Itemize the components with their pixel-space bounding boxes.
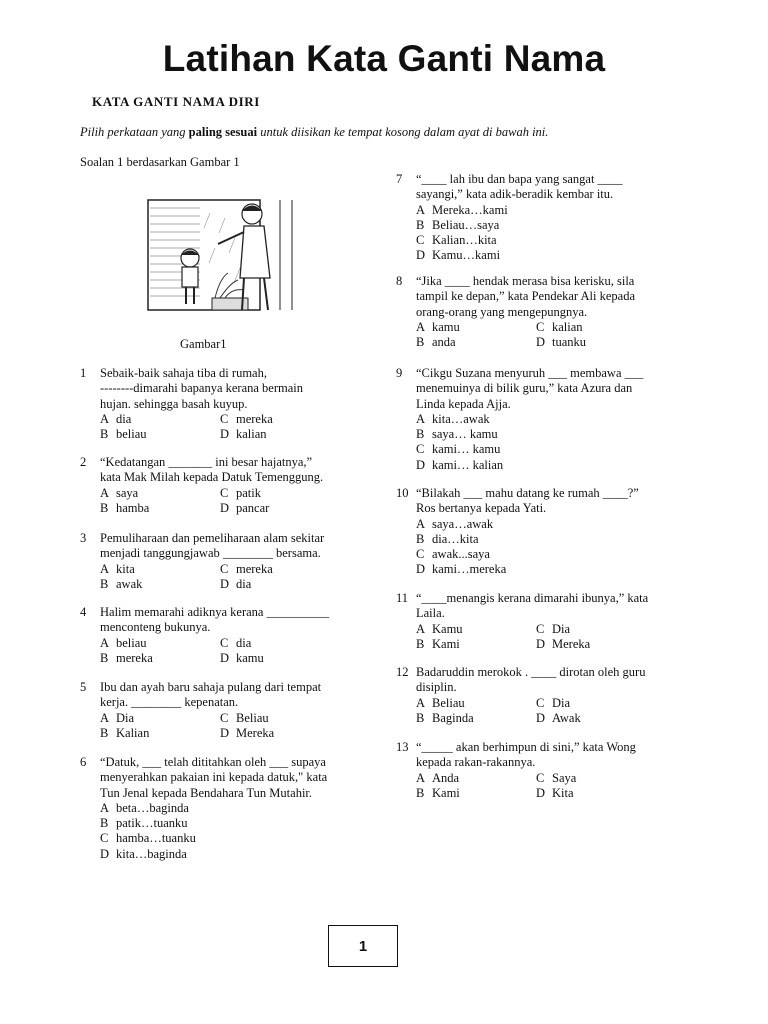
option-text: kita…awak [432,411,490,426]
option-text: kami… kalian [432,457,504,472]
option-letter: D [416,562,426,577]
answer-option[interactable] [416,248,696,263]
option-text: Beliau…saya [432,217,500,232]
question-text-line: --------dimarahi bapanya kerana bermain [100,381,304,396]
question-text-line: menyerahkan pakaian ini kepada datuk," kata [100,770,328,785]
option-letter: A [100,710,110,725]
question-text-line: “_____ akan berhimpun di sini,” kata Wong [416,740,636,754]
answer-option[interactable] [416,203,696,218]
option-letter: C [100,831,109,846]
answer-option[interactable] [536,637,656,652]
option-letter: C [220,485,229,500]
option-letter: B [416,531,425,546]
answer-option[interactable] [416,427,696,442]
answer-option[interactable] [416,412,696,427]
answer-option[interactable] [220,726,340,741]
option-text: patik [236,485,261,500]
question-text-line: kerja. ________ kepenatan. [100,695,239,710]
option-letter: D [220,725,230,740]
option-text: Dia [552,695,571,710]
answer-option[interactable] [416,562,696,577]
question-text-line: disiplin. [416,680,457,695]
option-text: mereka [236,411,273,426]
option-text: Kita [552,785,574,800]
option-text: Mereka…kami [432,202,508,217]
option-letter: C [220,635,229,650]
option-text: beta…baginda [116,800,189,815]
question-text-line: menconteng bukunya. [100,620,211,635]
question-number: 12 [396,665,409,679]
option-letter: C [536,695,545,710]
answer-option[interactable] [416,517,696,532]
option-letter: A [416,516,426,531]
option-letter: A [416,411,426,426]
option-letter: C [416,547,425,562]
answer-option[interactable] [536,711,656,726]
option-letter: D [220,576,230,591]
question-text-line: Badaruddin merokok . ____ dirotan oleh guru [416,665,646,679]
question-number: 1 [80,366,87,380]
option-letter: A [416,202,426,217]
answer-option[interactable] [536,786,656,801]
option-text: Beliau [432,695,465,710]
option-text: beliau [116,635,147,650]
answer-option[interactable] [416,442,696,457]
option-text: kami… kamu [432,442,501,457]
instruction-text: Pilih perkataan yang paling sesuai untuk diisikan ke tempat kosong dalam ayat di bawah ini. [80,125,549,139]
option-letter: A [100,635,110,650]
question-number: 5 [80,680,87,694]
answer-option[interactable] [220,562,340,577]
question-text-line: “Datuk, ___ telah dititahkan oleh ___ supaya [100,755,326,769]
option-text: Kamu [432,621,463,636]
option-letter: D [220,427,230,442]
figure-caption: Gambar1 [180,337,227,351]
answer-option[interactable] [100,412,220,427]
answer-option[interactable] [100,726,220,741]
answer-option[interactable] [100,816,380,831]
option-text: Dia [116,710,135,725]
question-text-line: Sebaik-baik sahaja tiba di rumah, [100,366,267,380]
answer-option[interactable] [220,412,340,427]
answer-option[interactable] [536,622,656,637]
option-letter: D [416,457,426,472]
answer-option[interactable] [100,486,220,501]
option-text: Anda [432,770,460,785]
answer-option[interactable] [416,637,536,652]
answer-option[interactable] [416,547,696,562]
option-text: Kami [432,785,460,800]
father-scolding-child-illustration [140,198,300,313]
answer-option[interactable] [416,711,536,726]
option-text: kita [116,561,135,576]
option-text: mereka [236,561,273,576]
option-letter: B [416,217,425,232]
option-text: pancar [236,500,270,515]
option-letter: B [100,427,109,442]
question-text-line: “Kedatangan _______ ini besar hajatnya,” [100,455,313,469]
question-text-line: “____ lah ibu dan bapa yang sangat ____ [416,172,623,186]
option-letter: A [100,800,110,815]
answer-option[interactable] [220,427,340,442]
question-text-line: Linda kepada Ajja. [416,396,511,411]
question-text-line: Laila. [416,606,445,621]
question-text-line: menemuinya di bilik guru,” kata Azura dan [416,381,633,396]
option-letter: C [416,233,425,248]
answer-option[interactable] [416,771,536,786]
question-text-line: kata Mak Milah kepada Datuk Temenggung. [100,470,324,485]
question-text-line: Ibu dan ayah baru sahaja pulang dari tempat [100,680,322,694]
option-text: kalian [236,427,267,442]
option-letter: C [536,770,545,785]
question-text-line: Ros bertanya kepada Yati. [416,501,547,516]
option-text: dia [236,635,252,650]
page-title: Latihan Kata Ganti Nama [162,38,606,79]
option-letter: C [416,442,425,457]
option-letter: B [416,785,425,800]
option-text: patik…tuanku [116,816,188,831]
option-text: Baginda [432,710,474,725]
answer-option[interactable] [220,636,340,651]
option-letter: B [100,725,109,740]
answer-option[interactable] [100,711,220,726]
option-text: tuanku [552,335,587,350]
option-letter: D [536,335,546,350]
answer-option[interactable] [100,831,380,846]
question-number: 11 [396,591,409,605]
question-number: 7 [396,172,403,186]
option-letter: A [100,485,110,500]
question-text-line: “Jika ____ hendak merasa bisa kerisku, sila [416,274,635,288]
illustration-figure [140,198,300,313]
answer-option[interactable] [536,771,656,786]
option-text: Mereka [236,725,275,740]
section-heading: KATA GANTI NAMA DIRI [92,94,260,109]
option-letter: D [536,710,546,725]
page-number: 1 [328,925,398,967]
option-text: saya…awak [432,516,494,531]
answer-option[interactable] [100,501,220,516]
question-text-line: Halim memarahi adiknya kerana __________ [100,605,330,619]
question-text-line: sayangi,” kata adik-beradik kembar itu. [416,187,614,202]
question-number: 4 [80,605,87,619]
question-intro: Soalan 1 berdasarkan Gambar 1 [80,155,240,169]
question-text-line: orang-orang yang mengepungnya. [416,304,588,319]
option-text: awak...saya [432,547,490,562]
option-letter: C [220,710,229,725]
question-text-line: “____menangis kerana dimarahi ibunya,” kata [416,591,649,605]
option-text: Kalian [116,725,150,740]
answer-option[interactable] [220,501,340,516]
option-letter: A [416,621,426,636]
option-letter: D [536,785,546,800]
option-text: anda [432,335,456,350]
answer-option[interactable] [100,801,380,816]
question-text-line: tampil ke depan,” kata Pendekar Ali kepada [416,289,636,304]
option-text: kamu [236,650,264,665]
option-text: Kami [432,636,460,651]
option-letter: D [536,636,546,651]
option-text: dia [116,411,132,426]
question-number: 6 [80,755,87,769]
option-text: beliau [116,427,147,442]
question-text-line: Pemuliharaan dan pemeliharaan alam sekitar [100,531,325,545]
answer-option[interactable] [416,696,536,711]
option-letter: D [416,248,426,263]
option-text: hamba [116,500,150,515]
answer-option[interactable] [100,636,220,651]
answer-option[interactable] [416,320,536,335]
option-letter: A [416,770,426,785]
answer-option[interactable] [416,786,536,801]
option-letter: A [100,561,110,576]
answer-option[interactable] [416,622,536,637]
option-text: Dia [552,621,571,636]
question-text-line: “Cikgu Suzana menyuruh ___ membawa ___ [416,366,644,380]
option-letter: C [536,319,545,334]
question-text-line: “Bilakah ___ mahu datang ke rumah ____?” [416,486,639,500]
option-text: dia…kita [432,531,479,546]
option-text: Awak [552,710,581,725]
option-text: Kamu…kami [432,248,501,263]
option-text: Mereka [552,636,591,651]
answer-option[interactable] [416,335,536,350]
question-text-line: kepada rakan-rakannya. [416,755,536,770]
option-letter: B [416,636,425,651]
option-text: kita…baginda [116,846,187,861]
question-number: 8 [396,274,403,288]
answer-option[interactable] [536,696,656,711]
option-letter: B [100,650,109,665]
question-number: 2 [80,455,87,469]
option-text: Saya [552,770,577,785]
question-text-line: hujan. sehingga basah kuyup. [100,396,248,411]
option-letter: A [416,319,426,334]
question-number: 3 [80,531,87,545]
option-letter: C [536,621,545,636]
question-text-line: Tun Jenal kepada Bendahara Tun Mutahir. [100,785,313,800]
option-letter: B [100,576,109,591]
answer-option[interactable] [220,577,340,592]
option-text: saya… kamu [432,427,498,442]
option-letter: B [100,500,109,515]
option-letter: D [220,650,230,665]
option-letter: A [416,695,426,710]
answer-option[interactable] [416,532,696,547]
option-letter: B [416,427,425,442]
answer-option[interactable] [100,651,220,666]
option-text: awak [116,576,143,591]
answer-option[interactable] [416,458,696,473]
option-letter: C [220,561,229,576]
option-letter: B [416,710,425,725]
option-text: mereka [116,650,153,665]
option-text: kamu [432,319,460,334]
option-text: Beliau [236,710,269,725]
option-text: kalian [552,319,583,334]
answer-option[interactable] [536,335,656,350]
answer-option[interactable] [220,711,340,726]
answer-option[interactable] [100,847,380,862]
answer-option[interactable] [416,218,696,233]
answer-option[interactable] [220,651,340,666]
option-letter: D [100,846,110,861]
answer-option[interactable] [100,427,220,442]
option-letter: A [100,411,110,426]
question-text-line: menjadi tanggungjawab ________ bersama. [100,546,321,561]
answer-option[interactable] [416,233,696,248]
option-text: Kalian…kita [432,233,497,248]
option-letter: B [416,335,425,350]
question-number: 13 [396,740,409,754]
option-text: saya [116,485,139,500]
question-number: 9 [396,366,403,380]
option-letter: B [100,816,109,831]
option-letter: C [220,411,229,426]
option-text: hamba…tuanku [116,831,196,846]
option-letter: D [220,500,230,515]
answer-option[interactable] [100,577,220,592]
answer-option[interactable] [220,486,340,501]
answer-option[interactable] [536,320,656,335]
option-text: dia [236,576,252,591]
question-number: 10 [396,486,409,500]
option-text: kami…mereka [432,562,507,577]
answer-option[interactable] [100,562,220,577]
